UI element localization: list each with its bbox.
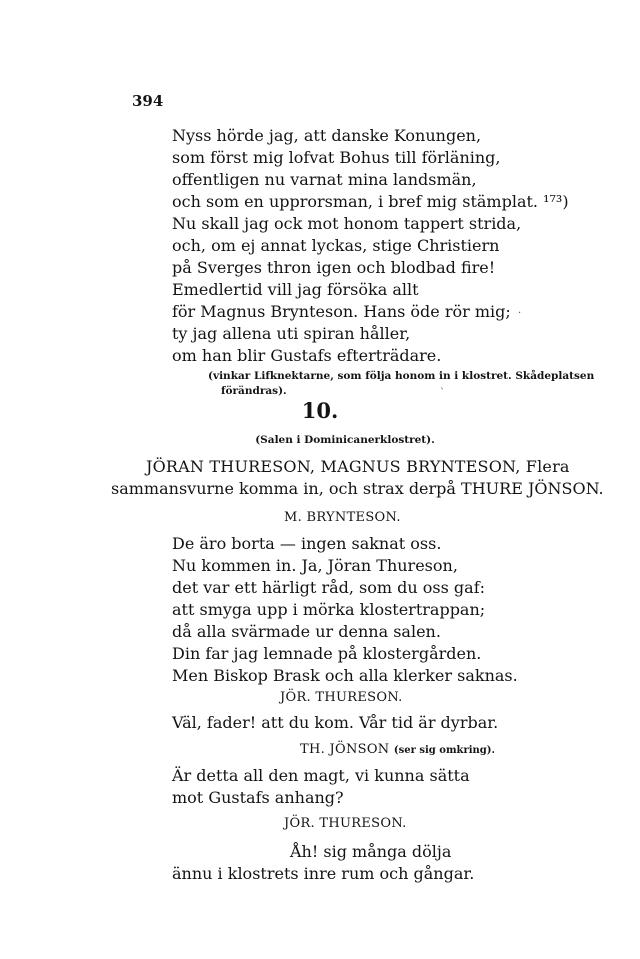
- cast-entry: sammansvurne komma in, och strax derpå THURE JÖNSON.: [111, 479, 604, 498]
- verse-line: Nu kommen in. Ja, Jöran Thureson,: [172, 556, 458, 575]
- scene-number: 10.: [301, 398, 339, 423]
- verse-line: Nyss hörde jag, att danske Konungen,: [172, 126, 482, 145]
- speaker-stage-note: (ser sig omkring).: [393, 745, 496, 756]
- verse-line: det var ett härligt råd, som du oss gaf:: [172, 578, 486, 597]
- verse-line: då alla svärmade ur denna salen.: [172, 622, 441, 641]
- verse-line: att smyga upp i mörka klostertrappan;: [172, 600, 486, 619]
- verse-line: om han blir Gustafs efterträdare.: [172, 346, 442, 365]
- speaker-name: M. BRYNTESON.: [284, 510, 401, 525]
- verse-line: för Magnus Brynteson. Hans öde rör mig;: [172, 302, 511, 321]
- verse-line: och som en upprorsman, i bref mig stämplat. ¹⁷³): [172, 192, 569, 211]
- verse-line: Väl, fader! att du kom. Vår tid är dyrbar.: [172, 713, 499, 732]
- speaker-line: [300, 741, 495, 760]
- stage-direction: förändras).: [221, 385, 287, 397]
- verse-line: på Sverges thron igen och blodbad fire!: [172, 258, 496, 277]
- stage-direction: (vinkar Lifknektarne, som följa honom in i klostret. Skådeplatsen: [208, 370, 595, 382]
- verse-line: ännu i klostrets inre rum och gångar.: [172, 864, 475, 883]
- verse-line: mot Gustafs anhang?: [172, 788, 344, 807]
- speaker-name: JÖR. THURESON.: [280, 690, 403, 705]
- verse-line: och, om ej annat lyckas, stige Christiern: [172, 236, 500, 255]
- verse-line: Men Biskop Brask och alla klerker saknas.: [172, 666, 518, 685]
- verse-line: Är detta all den magt, vi kunna sätta: [172, 766, 470, 785]
- cast-entry: JÖRAN THURESON, MAGNUS BRYNTESON, Flera: [146, 457, 570, 476]
- verse-line: offentligen nu varnat mina landsmän,: [172, 170, 477, 189]
- verse-line: som först mig lofvat Bohus till förläning,: [172, 148, 501, 167]
- verse-line: ty jag allena uti spiran håller,: [172, 324, 411, 343]
- speaker-name: JÖR. THURESON.: [284, 816, 407, 831]
- scene-setting: (Salen i Dominicanerklostret).: [255, 434, 435, 446]
- speaker-name: TH. JÖNSON: [300, 742, 390, 757]
- verse-line: Emedlertid vill jag försöka allt: [172, 280, 419, 299]
- verse-line: De äro borta — ingen saknat oss.: [172, 534, 442, 553]
- page-number: 394: [132, 92, 164, 110]
- verse-line: Nu skall jag ock mot honom tappert strida,: [172, 214, 522, 233]
- print-speck: ˋ: [440, 388, 445, 399]
- verse-line: Din far jag lemnade på klostergården.: [172, 644, 482, 663]
- verse-line: Åh! sig många dölja: [290, 842, 452, 861]
- print-speck: ·: [518, 308, 522, 319]
